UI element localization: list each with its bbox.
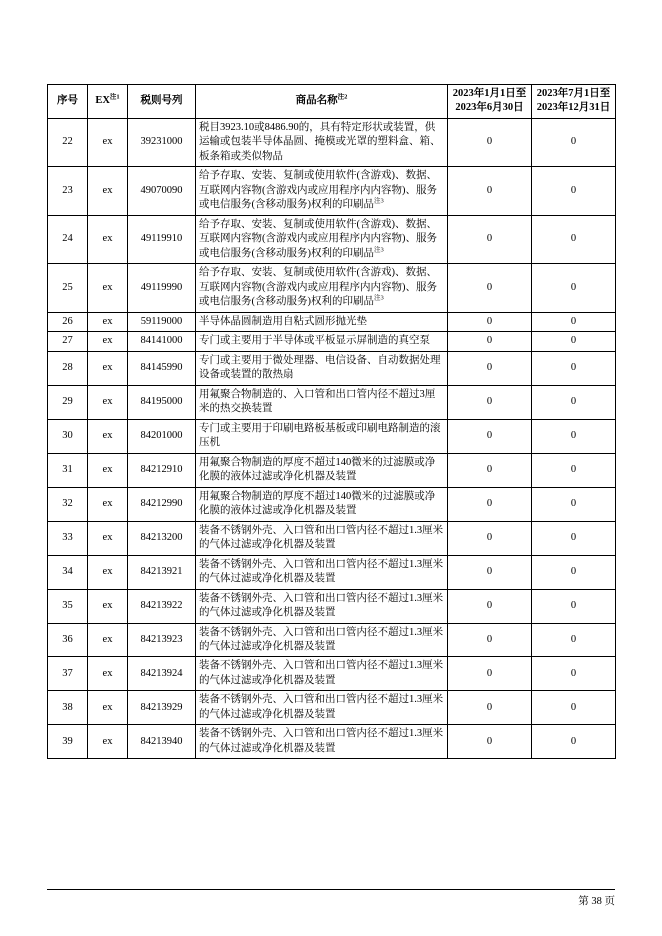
- cell-sequence: 29: [48, 385, 88, 419]
- cell-goods-name: [196, 264, 448, 312]
- cell-sequence: 37: [48, 657, 88, 691]
- cell-ex: ex: [88, 351, 128, 385]
- table-row: [48, 521, 616, 555]
- cell-tariff-code: 84213923: [128, 623, 196, 657]
- cell-rate-period-2: 0: [532, 521, 616, 555]
- cell-tariff-code: 84213200: [128, 521, 196, 555]
- cell-rate-period-1: 0: [448, 419, 532, 453]
- cell-rate-period-1: 0: [448, 623, 532, 657]
- cell-sequence: 24: [48, 215, 88, 263]
- cell-ex: ex: [88, 264, 128, 312]
- cell-tariff-code: 84213924: [128, 657, 196, 691]
- column-header-sequence: [48, 85, 88, 119]
- cell-rate-period-1: 0: [448, 118, 532, 166]
- cell-tariff-code: 84195000: [128, 385, 196, 419]
- cell-tariff-code: 84213929: [128, 691, 196, 725]
- cell-tariff-code: 84213921: [128, 555, 196, 589]
- cell-ex: ex: [88, 623, 128, 657]
- cell-ex: ex: [88, 167, 128, 215]
- cell-rate-period-1: 0: [448, 555, 532, 589]
- goods-name-text: 装备不锈钢外壳、入口管和出口管内径不超过1.3厘米的气体过滤或净化机器及装置: [199, 592, 444, 619]
- table-header-row: [48, 85, 616, 119]
- goods-name-note: 注3: [374, 197, 384, 205]
- cell-goods-name: [196, 725, 448, 759]
- cell-tariff-code: 84141000: [128, 332, 196, 351]
- tariff-table: [47, 84, 616, 759]
- cell-ex: ex: [88, 691, 128, 725]
- cell-rate-period-2: 0: [532, 264, 616, 312]
- cell-rate-period-2: 0: [532, 332, 616, 351]
- column-header-rate-period-2: [532, 85, 616, 119]
- table-row: [48, 167, 616, 215]
- cell-rate-period-1: 0: [448, 332, 532, 351]
- cell-sequence: 38: [48, 691, 88, 725]
- cell-goods-name: [196, 555, 448, 589]
- cell-tariff-code: 84145990: [128, 351, 196, 385]
- cell-goods-name: [196, 118, 448, 166]
- table-row: [48, 691, 616, 725]
- table-row: [48, 419, 616, 453]
- table-header: [48, 85, 616, 119]
- goods-name-note: 注3: [374, 246, 384, 254]
- goods-name-text: 用氟聚合物制造的厚度不超过140微米的过滤膜或净化膜的液体过滤或净化机器及装置: [199, 490, 436, 517]
- cell-ex: ex: [88, 332, 128, 351]
- cell-rate-period-1: 0: [448, 264, 532, 312]
- rate-period-2-line-1: 2023年7月1日至: [536, 88, 611, 99]
- cell-sequence: 22: [48, 118, 88, 166]
- goods-name-text: 装备不锈钢外壳、入口管和出口管内径不超过1.3厘米的气体过滤或净化机器及装置: [199, 694, 444, 720]
- cell-rate-period-2: 0: [532, 623, 616, 657]
- page-footer: [47, 889, 615, 908]
- table-row: [48, 589, 616, 623]
- cell-rate-period-2: 0: [532, 657, 616, 691]
- cell-sequence: 28: [48, 351, 88, 385]
- cell-ex: ex: [88, 657, 128, 691]
- cell-goods-name: [196, 385, 448, 419]
- cell-rate-period-2: 0: [532, 691, 616, 725]
- cell-rate-period-2: 0: [532, 351, 616, 385]
- cell-ex: ex: [88, 312, 128, 331]
- rate-period-1-line-2: 2023年6月30日: [455, 102, 524, 114]
- cell-goods-name: [196, 657, 448, 691]
- table-row: [48, 453, 616, 487]
- footer-page-number: 第 38 页: [578, 896, 615, 907]
- cell-goods-name: [196, 312, 448, 331]
- cell-rate-period-1: 0: [448, 657, 532, 691]
- goods-name-text: 用氟聚合物制造的厚度不超过140微米的过滤膜或净化膜的液体过滤或净化机器及装置: [199, 456, 436, 483]
- cell-tariff-code: 84213940: [128, 725, 196, 759]
- table-row: [48, 487, 616, 521]
- goods-name-text: 装备不锈钢外壳、入口管和出口管内径不超过1.3厘米的气体过滤或净化机器及装置: [199, 728, 444, 754]
- table-row: [48, 623, 616, 657]
- goods-name-note: 注3: [374, 294, 384, 302]
- cell-goods-name: [196, 623, 448, 657]
- rate-period-2-line-2: 2023年12月31日: [536, 102, 611, 114]
- cell-rate-period-2: 0: [532, 215, 616, 263]
- cell-rate-period-1: 0: [448, 453, 532, 487]
- cell-goods-name: [196, 691, 448, 725]
- column-header-ex: [88, 85, 128, 119]
- cell-ex: ex: [88, 555, 128, 589]
- cell-sequence: 36: [48, 623, 88, 657]
- footer-divider: [47, 889, 615, 890]
- column-header-rate-period-1: [448, 85, 532, 119]
- table-row: [48, 725, 616, 759]
- cell-ex: ex: [88, 419, 128, 453]
- cell-rate-period-2: 0: [532, 419, 616, 453]
- table-row: [48, 118, 616, 166]
- cell-sequence: 25: [48, 264, 88, 312]
- goods-name-text: 专门或主要用于半导体或平板显示屏制造的真空泵: [199, 335, 430, 347]
- cell-tariff-code: 49119990: [128, 264, 196, 312]
- table-row: [48, 264, 616, 312]
- goods-name-text: 专门或主要用于印刷电路板基板或印刷电路制造的滚压机: [199, 422, 441, 449]
- rate-period-1-line-1: 2023年1月1日至: [452, 88, 527, 99]
- cell-ex: ex: [88, 487, 128, 521]
- cell-tariff-code: 84213922: [128, 589, 196, 623]
- cell-goods-name: [196, 589, 448, 623]
- column-header-goods-name-note: 注2: [337, 93, 348, 101]
- table-row: [48, 312, 616, 331]
- table-row: [48, 385, 616, 419]
- cell-sequence: 34: [48, 555, 88, 589]
- cell-rate-period-2: 0: [532, 167, 616, 215]
- cell-rate-period-1: 0: [448, 215, 532, 263]
- cell-sequence: 35: [48, 589, 88, 623]
- cell-ex: ex: [88, 725, 128, 759]
- cell-rate-period-2: 0: [532, 312, 616, 331]
- cell-ex: ex: [88, 385, 128, 419]
- cell-sequence: 27: [48, 332, 88, 351]
- goods-name-text: 专门或主要用于微处理器、电信设备、自动数据处理设备或装置的散热扇: [199, 354, 441, 381]
- cell-ex: ex: [88, 215, 128, 263]
- cell-sequence: 31: [48, 453, 88, 487]
- cell-rate-period-2: 0: [532, 555, 616, 589]
- table-row: [48, 657, 616, 691]
- cell-sequence: 30: [48, 419, 88, 453]
- cell-tariff-code: 49070090: [128, 167, 196, 215]
- column-header-tariff-code: [128, 85, 196, 119]
- table-body: [48, 118, 616, 758]
- goods-name-text: 给予存取、安装、复制或使用软件(含游戏)、数据、互联网内容物(含游戏内或应用程序内内容物)、服务或电信服务(含移动服务)权利的印刷品: [199, 170, 437, 211]
- cell-tariff-code: 84212910: [128, 453, 196, 487]
- column-header-goods-name: [196, 85, 448, 119]
- cell-rate-period-1: 0: [448, 589, 532, 623]
- cell-goods-name: [196, 419, 448, 453]
- cell-rate-period-1: 0: [448, 167, 532, 215]
- cell-rate-period-2: 0: [532, 453, 616, 487]
- cell-rate-period-1: 0: [448, 725, 532, 759]
- cell-ex: ex: [88, 589, 128, 623]
- cell-rate-period-1: 0: [448, 312, 532, 331]
- cell-rate-period-1: 0: [448, 385, 532, 419]
- cell-tariff-code: 39231000: [128, 118, 196, 166]
- cell-goods-name: [196, 487, 448, 521]
- cell-rate-period-2: 0: [532, 385, 616, 419]
- cell-sequence: 23: [48, 167, 88, 215]
- goods-name-text: 装备不锈钢外壳、入口管和出口管内径不超过1.3厘米的气体过滤或净化机器及装置: [199, 626, 444, 652]
- cell-goods-name: [196, 351, 448, 385]
- cell-tariff-code: 49119910: [128, 215, 196, 263]
- cell-rate-period-2: 0: [532, 589, 616, 623]
- cell-sequence: 32: [48, 487, 88, 521]
- cell-ex: ex: [88, 453, 128, 487]
- cell-rate-period-2: 0: [532, 487, 616, 521]
- column-header-sequence-label: 序号: [57, 95, 78, 107]
- cell-ex: ex: [88, 521, 128, 555]
- cell-goods-name: [196, 521, 448, 555]
- table-row: [48, 332, 616, 351]
- column-header-ex-label: EX: [95, 95, 110, 107]
- column-header-ex-note: 注1: [109, 93, 120, 101]
- cell-goods-name: [196, 453, 448, 487]
- cell-sequence: 33: [48, 521, 88, 555]
- table-row: [48, 351, 616, 385]
- cell-rate-period-2: 0: [532, 118, 616, 166]
- goods-name-text: 装备不锈钢外壳、入口管和出口管内径不超过1.3厘米的气体过滤或净化机器及装置: [199, 558, 444, 585]
- cell-goods-name: [196, 167, 448, 215]
- cell-ex: ex: [88, 118, 128, 166]
- cell-sequence: 39: [48, 725, 88, 759]
- cell-goods-name: [196, 215, 448, 263]
- cell-tariff-code: 84212990: [128, 487, 196, 521]
- cell-rate-period-1: 0: [448, 691, 532, 725]
- goods-name-text: 用氟聚合物制造的、入口管和出口管内径不超过3厘米的热交换装置: [199, 388, 436, 415]
- column-header-tariff-code-label: 税则号列: [140, 95, 183, 107]
- cell-sequence: 26: [48, 312, 88, 331]
- table-row: [48, 215, 616, 263]
- table-row: [48, 555, 616, 589]
- goods-name-text: 装备不锈钢外壳、入口管和出口管内径不超过1.3厘米的气体过滤或净化机器及装置: [199, 524, 444, 551]
- cell-rate-period-1: 0: [448, 487, 532, 521]
- cell-rate-period-1: 0: [448, 521, 532, 555]
- column-header-goods-name-label: 商品名称: [295, 95, 338, 107]
- cell-rate-period-1: 0: [448, 351, 532, 385]
- cell-tariff-code: 59119000: [128, 312, 196, 331]
- cell-rate-period-2: 0: [532, 725, 616, 759]
- goods-name-text: 装备不锈钢外壳、入口管和出口管内径不超过1.3厘米的气体过滤或净化机器及装置: [199, 660, 444, 686]
- goods-name-text: 半导体晶圆制造用自粘式圆形抛光垫: [199, 315, 367, 327]
- goods-name-text: 给予存取、安装、复制或使用软件(含游戏)、数据、互联网内容物(含游戏内或应用程序内内容物)、服务或电信服务(含移动服务)权利的印刷品: [199, 267, 437, 308]
- goods-name-text: 给予存取、安装、复制或使用软件(含游戏)、数据、互联网内容物(含游戏内或应用程序内内容物)、服务或电信服务(含移动服务)权利的印刷品: [199, 218, 437, 259]
- cell-goods-name: [196, 332, 448, 351]
- goods-name-text: 税目3923.10或8486.90的，具有特定形状或装置，供运输或包装半导体晶圆、掩模或光罩的塑料盒、箱、板条箱或类似物品: [199, 121, 441, 162]
- cell-tariff-code: 84201000: [128, 419, 196, 453]
